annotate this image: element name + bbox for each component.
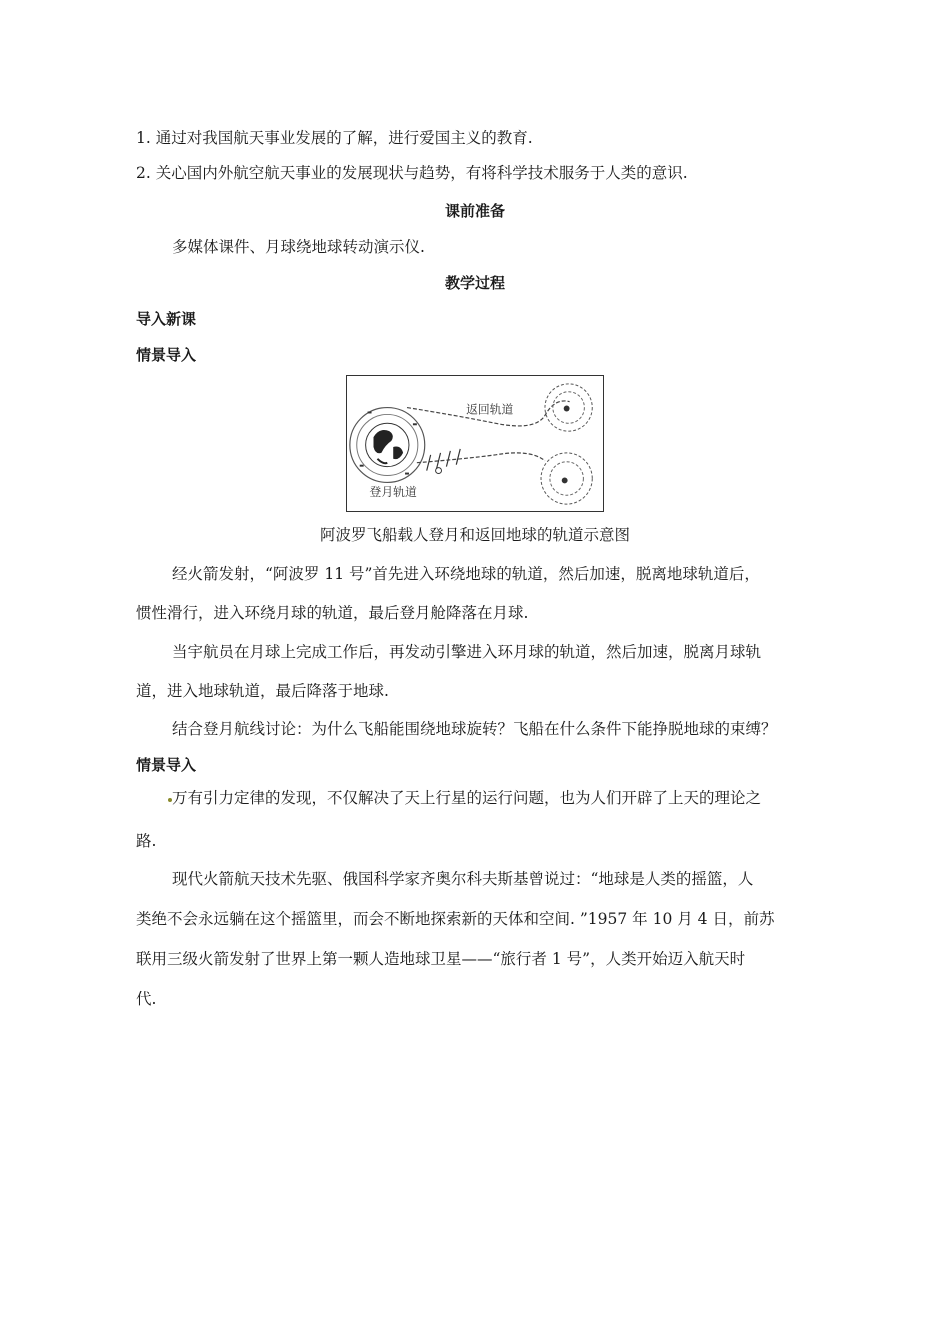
prep-heading: 课前准备 <box>444 202 505 220</box>
para5-line3: 联用三级火箭发射了世界上第一颗人造地球卫星——“旅行者 1 号”，人类开始迈入航天时 <box>136 950 746 968</box>
label-return-orbit: 返回轨道 <box>466 402 514 417</box>
apollo-orbit-diagram <box>346 375 604 512</box>
goal-1: 1. 通过对我国航天事业发展的了解，进行爱国主义的教育. <box>136 129 533 147</box>
intro-heading: 导入新课 <box>136 310 197 328</box>
para5-line4: 代. <box>136 990 157 1008</box>
para5-line1: 现代火箭航天技术先驱、俄国科学家齐奥尔科夫斯基曾说过：“地球是人类的摇篮，人 <box>172 870 754 888</box>
label-landing-orbit: 登月轨道 <box>369 485 417 500</box>
para2-line1: 当宇航员在月球上完成工作后，再发动引擎进入环月球的轨道，然后加速，脱离月球轨 <box>172 643 762 661</box>
para3: 结合登月航线讨论：为什么飞船能围绕地球旋转？飞船在什么条件下能挣脱地球的束缚？ <box>172 720 777 738</box>
para2-line2: 道，进入地球轨道，最后降落于地球. <box>136 682 389 700</box>
para4-line2: 路. <box>136 832 157 850</box>
scene-heading-1: 情景导入 <box>136 346 197 364</box>
prep-text: 多媒体课件、月球绕地球转动演示仪. <box>172 238 425 256</box>
scene-heading-2: 情景导入 <box>136 756 197 774</box>
process-heading: 教学过程 <box>444 274 505 292</box>
figure-caption: 阿波罗飞船载人登月和返回地球的轨道示意图 <box>319 526 630 544</box>
para1-line1: 经火箭发射，“阿波罗 11 号”首先进入环绕地球的轨道，然后加速，脱离地球轨道后， <box>172 565 760 583</box>
para5-line2: 类绝不会永远躺在这个摇篮里，而会不断地探索新的天体和空间. ”1957 年 10 月 4 日，前苏 <box>136 910 775 928</box>
para4-line1: 万有引力定律的发现，不仅解决了天上行星的运行问题，也为人们开辟了上天的理论之 <box>172 789 762 807</box>
goal-2: 2. 关心国内外航空航天事业的发展现状与趋势，有将科学技术服务于人类的意识. <box>136 164 688 182</box>
para1-line2: 惯性滑行，进入环绕月球的轨道，最后登月舱降落在月球. <box>136 604 529 622</box>
